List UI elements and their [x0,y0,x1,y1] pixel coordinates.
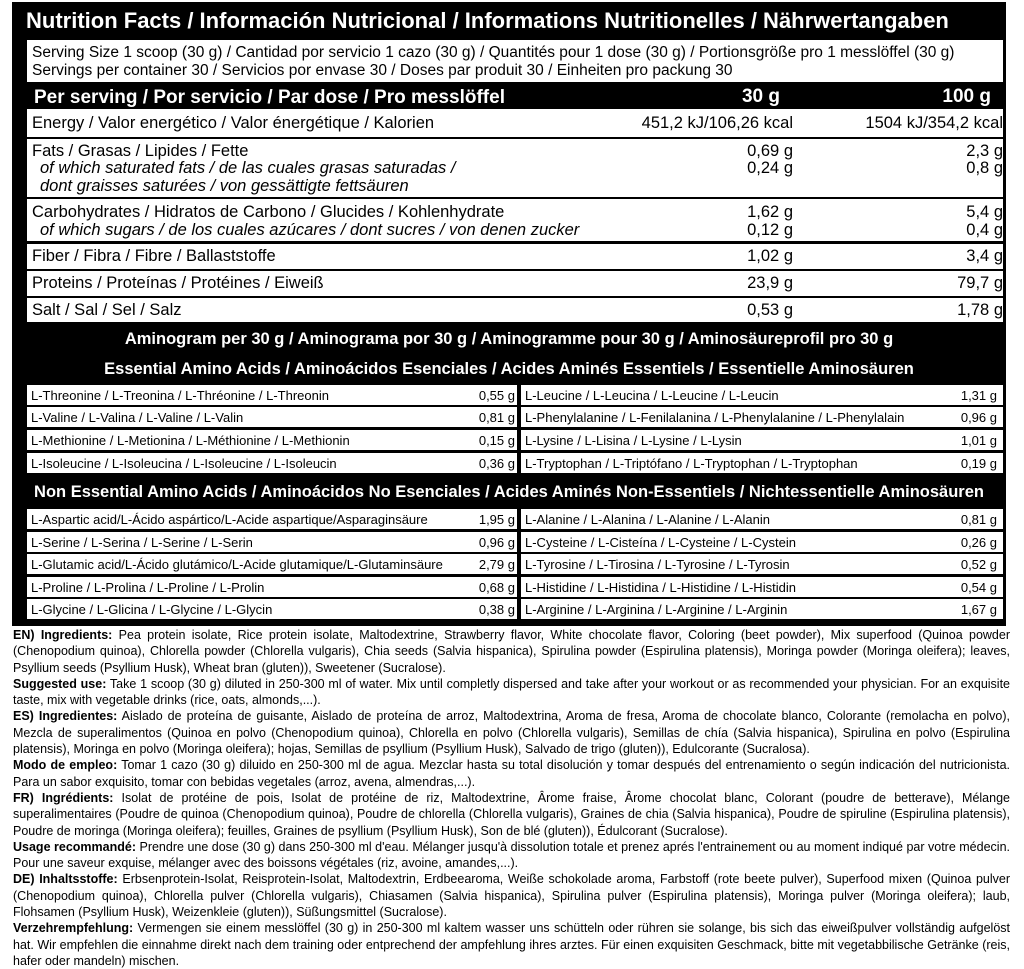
fats-row [27,139,1003,197]
nonessential-row [521,599,1003,619]
per-serving-col-30g: 30 g [741,86,780,107]
aa-name: L-Tryptophan / L-Triptófano / L-Tryptophan / L-Tryptophan [525,455,858,471]
fiber-row [27,244,1003,269]
usage-en-label: Suggested use: [13,676,107,691]
sugars-30g: 0,12 g [747,221,793,239]
aa-value: 0,54 g [960,579,997,595]
essential-row [521,385,1003,405]
ingredients-fr-label: FR) Ingrédients: [13,790,114,805]
aa-name: L-Isoleucine / L-Isoleucina / L-Isoleucine / L-Isoleucin [31,455,337,471]
ingredients-en [13,627,1010,676]
essential-row [27,453,517,473]
aa-value: 0,96 g [478,534,515,550]
proteins-100g: 79,7 g [957,274,1003,292]
energy-100g: 1504 kJ/354,2 kcal [865,114,1003,132]
ingredients-fr [13,790,1010,839]
aa-value: 0,96 g [960,409,997,425]
aa-value: 0,19 g [960,455,997,471]
nonessential-row [521,509,1003,529]
aa-name: L-Aspartic acid/L-Ácido aspártico/L-Acide aspartique/Asparaginsäure [31,511,428,527]
aa-name: L-Alanine / L-Alanina / L-Alanine / L-Alanin [525,511,770,527]
nonessential-row [27,599,517,619]
carbs-100g: 5,4 g [966,203,1003,221]
essential-header: Essential Amino Acids / Aminoácidos Esenciales / Acides Aminés Essentiels / Essentielle Aminosäuren [104,360,914,378]
aa-name: L-Tyrosine / L-Tirosina / L-Tyrosine / L-Tyrosin [525,556,790,572]
aa-value: 2,79 g [478,556,515,572]
aa-name: L-Threonine / L-Treonina / L-Thréonine / L-Threonin [31,387,329,403]
carbs-label: Carbohydrates / Hidratos de Carbono / Glucides / Kohlenhydrate [32,203,505,221]
aa-name: L-Histidine / L-Histidina / L-Histidine / L-Histidin [525,579,796,595]
aa-value: 0,68 g [478,579,515,595]
panel-title: Nutrition Facts / Información Nutricional / Informations Nutritionelles / Nährwertangaben [26,8,949,33]
saturated-label-1: of which saturated fats / de las cuales grasas saturadas / [40,159,456,177]
usage-en [13,676,1010,709]
carbs-30g: 1,62 g [747,203,793,221]
carbs-row [27,199,1003,241]
aa-value: 0,26 g [960,534,997,550]
ingredients-es [13,708,1010,757]
aa-value: 1,31 g [960,387,997,403]
usage-de-label: Verzehrempfehlung: [13,921,134,936]
saturated-30g: 0,24 g [747,159,793,177]
usage-es-text: Tomar 1 cazo (30 g) diluido en 250-300 ml de agua. Mezclar hasta su total disolución y tomar después del entrenamiento o según indicación del nutricionista. Para un sabor exquisito, tomar con bebidas vegetales (arroz, avena, almendras,...). [13,758,1010,789]
aa-name: L-Valine / L-Valina / L-Valine / L-Valin [31,409,244,425]
sugars-100g: 0,4 g [966,221,1003,239]
per-serving-header: Per serving / Por servicio / Par dose / Pro messlöffel [34,87,505,108]
proteins-row [27,271,1003,296]
sugars-label: of which sugars / de los cuales azúcares / dont sucres / von denen zucker [40,221,580,239]
usage-es-label: Modo de empleo: [13,758,118,773]
nonessential-row [521,577,1003,597]
nonessential-row [27,532,517,552]
aa-name: L-Methionine / L-Metionina / L-Méthionine / L-Methionin [31,432,350,448]
fiber-30g: 1,02 g [747,247,793,265]
aa-name: L-Lysine / L-Lisina / L-Lysine / L-Lysin [525,432,742,448]
nonessential-row [521,532,1003,552]
ingredients-de [13,871,1010,920]
serving-box [27,40,1003,82]
nonessential-row [521,554,1003,574]
essential-row [521,430,1003,450]
aa-value: 0,38 g [478,601,515,617]
ingredients-de-label: DE) Inhaltsstoffe: [13,872,118,887]
aa-name: L-Cysteine / L-Cisteína / L-Cysteine / L-Cystein [525,534,796,550]
aa-name: L-Serine / L-Serina / L-Serine / L-Serin [31,534,253,550]
ingredients-es-text: Aislado de proteína de guisante, Aislado de proteína de arroz, Maltodextrina, Aroma de fresa, Aroma de chocolate blanco, Colorante (remolacha en polvo), Mezcla de superalimentos (Quinoa en polvo (Chenopodium quinoa), Chlorella en polvo (Chlorella vulgaris), Semillas de chía (Salvia hispanica), Spirulina en polvo (Espirulina platensis), Moringa en polvo (Moringa oleifera); hojas, Semillas de psyllium (Psyllium Husk), Salvado de trigo (gluten)), Edulcorante (Sucralosa). [13,709,1010,757]
nonessential-row [27,509,517,529]
usage-de [13,920,1010,969]
saturated-label-2: dont graisses saturées / von gessättigte fettsäuren [40,177,409,195]
aa-name: L-Glycine / L-Glicina / L-Glycine / L-Glycin [31,601,273,617]
per-serving-col-100g: 100 g [942,86,991,107]
essential-row [27,430,517,450]
nutrition-facts-panel [12,2,1006,626]
ingredients-fr-text: Isolat de protéine de pois, Isolat de protéine de riz, Maltodextrine, Ârome fraise, Ârome chocolat blanc, Colorant (poudre de betterave), Mélange superalimentaires (Poudre de quinoa (Chenopodium quinoa), Poudre de chlorella (Chlorella vulgaris), Graines de chia (Salvia hispanica), Poudre de spiruline (Espirulina platensis), Poudre de moringa (Moringa oleifera); feuilles, Graines de psyllium (Psyllium Husk), Son de blé (gluten)), Édulcorant (Sucralose). [13,790,1010,838]
usage-en-text: Take 1 scoop (30 g) diluted in 250-300 ml of water. Mix until completly dispersed and take after your workout or as recommended your physician. For an exquisite taste, mix with vegetable drinks (rice, oats, almonds,...). [13,676,1010,708]
fats-30g: 0,69 g [747,142,793,160]
aminogram-header: Aminogram per 30 g / Aminograma por 30 g / Aminogramme pour 30 g / Aminosäureprofil pro 30 g [124,330,894,348]
essential-row [27,407,517,427]
usage-fr [13,839,1010,872]
energy-label: Energy / Valor energético / Valor énergétique / Kalorien [32,114,435,132]
aa-name: L-Glutamic acid/L-Ácido glutámico/L-Acide glutamique/L-Glutaminsäure [31,556,443,572]
saturated-100g: 0,8 g [966,159,1003,177]
fiber-label: Fiber / Fibra / Fibre / Ballaststoffe [32,247,276,265]
aa-value: 0,36 g [478,455,515,471]
essential-row [27,385,517,405]
usage-fr-text: Prendre une dose (30 g) dans 250-300 ml d'eau. Mélanger jusqu'à dissolution totale et prenez aprés l'entrainement ou au moment indiqué par votre médecin. Pour une saveur exquise, mélanger avec des boissons végétales (riz, avoine, amandes,...). [13,839,1010,871]
salt-label: Salt / Sal / Sel / Salz [32,301,182,319]
aa-value: 0,55 g [478,387,515,403]
usage-fr-label: Usage recommandé: [13,839,136,854]
salt-100g: 1,78 g [957,301,1003,319]
salt-30g: 0,53 g [747,301,793,319]
ingredients-en-label: EN) Ingredients: [13,628,113,642]
fats-100g: 2,3 g [966,142,1003,160]
aa-value: 1,67 g [960,601,997,617]
proteins-label: Proteins / Proteínas / Protéines / Eiweiß [32,274,324,292]
aa-name: L-Proline / L-Prolina / L-Proline / L-Prolin [31,579,265,595]
essential-row [521,407,1003,427]
ingredients-section [13,627,1010,969]
aa-value: 1,01 g [960,432,997,448]
aa-value: 0,52 g [960,556,997,572]
energy-row [27,109,1003,137]
ingredients-en-text: Pea protein isolate, Rice protein isolate, Maltodextrine, Strawberry flavor, White chocolate flavor, Coloring (beet powder), Mix superfood (Quinoa powder (Chenopodium quinoa), Chlorella powder (Chlorella vulgaris), Chia seeds (Salvia hispanica), Spirulina powder (Espirulina platensis), Moringa powder (Moringa oleifera); leaves, Psyllium seeds (Psyllium Husk), Wheat bran (gluten)), Sweetener (Sucralose). [13,628,1010,675]
servings-per-container: Servings per container 30 / Servicios por envase 30 / Doses par produit 30 / Einheiten pro packung 30 [32,62,733,79]
essential-row [521,453,1003,473]
energy-30g: 451,2 kJ/106,26 kcal [641,114,793,132]
aa-value: 0,81 g [960,511,997,527]
fiber-100g: 3,4 g [966,247,1003,265]
aa-name: L-Phenylalanine / L-Fenilalanina / L-Phenylalanine / L-Phenylalain [525,409,905,425]
aa-name: L-Arginine / L-Arginina / L-Arginine / L-Arginin [525,601,788,617]
aa-value: 0,15 g [478,432,515,448]
usage-es [13,757,1010,790]
ingredients-de-text: Erbsenprotein-Isolat, Reisprotein-Isolat, Maltodextrin, Erdbeearoma, Weiße schokolade aroma, Farbstoff (rote beete pulver), Superfood mixen (Quinoa pulver (Chenopodium quinoa), Chlorella pulver (Chlorella vulgaris), Chiasamen (Salvia hispanica), Spirulina pulver (Espirulina platensis), Moringa pulver (Moringa oleifera); laub, Flohsamen (Psyllium Husk), Weizenkleie (gluten)), Süßungsmittel (Sucralose). [13,872,1010,920]
ingredients-es-label: ES) Ingredientes: [13,709,118,724]
aa-value: 1,95 g [478,511,515,527]
serving-size: Serving Size 1 scoop (30 g) / Cantidad por servicio 1 cazo (30 g) / Quantités pour 1 dose (30 g) / Portionsgröße pro 1 messlöffel (30 g) [32,44,955,61]
aa-value: 0,81 g [478,409,515,425]
nonessential-row [27,554,517,574]
salt-row [27,298,1003,322]
nonessential-row [27,577,517,597]
aa-name: L-Leucine / L-Leucina / L-Leucine / L-Leucin [525,387,779,403]
usage-de-text: Vermengen sie einem messlöffel (30 g) in 250-300 ml kaltem wasser uns schütteln oder rühren sie solange, bis sich das eiweißpulver vollständig aufgelöst hat. Wir empfehlen die einnahme direkt nach dem training oder entprechend der ampfehlung ihres arztes. Für einen exquisiten Geschmack, bitte mit vegetabbilische Getränke (reis, hafer oder mandeln) mischen. [13,921,1010,968]
nonessential-header: Non Essential Amino Acids / Aminoácidos No Esenciales / Acides Aminés Non-Essentiels / Nichtessentielle Aminosäuren [34,483,984,501]
fats-label: Fats / Grasas / Lipides / Fette [32,142,249,160]
proteins-30g: 23,9 g [747,274,793,292]
